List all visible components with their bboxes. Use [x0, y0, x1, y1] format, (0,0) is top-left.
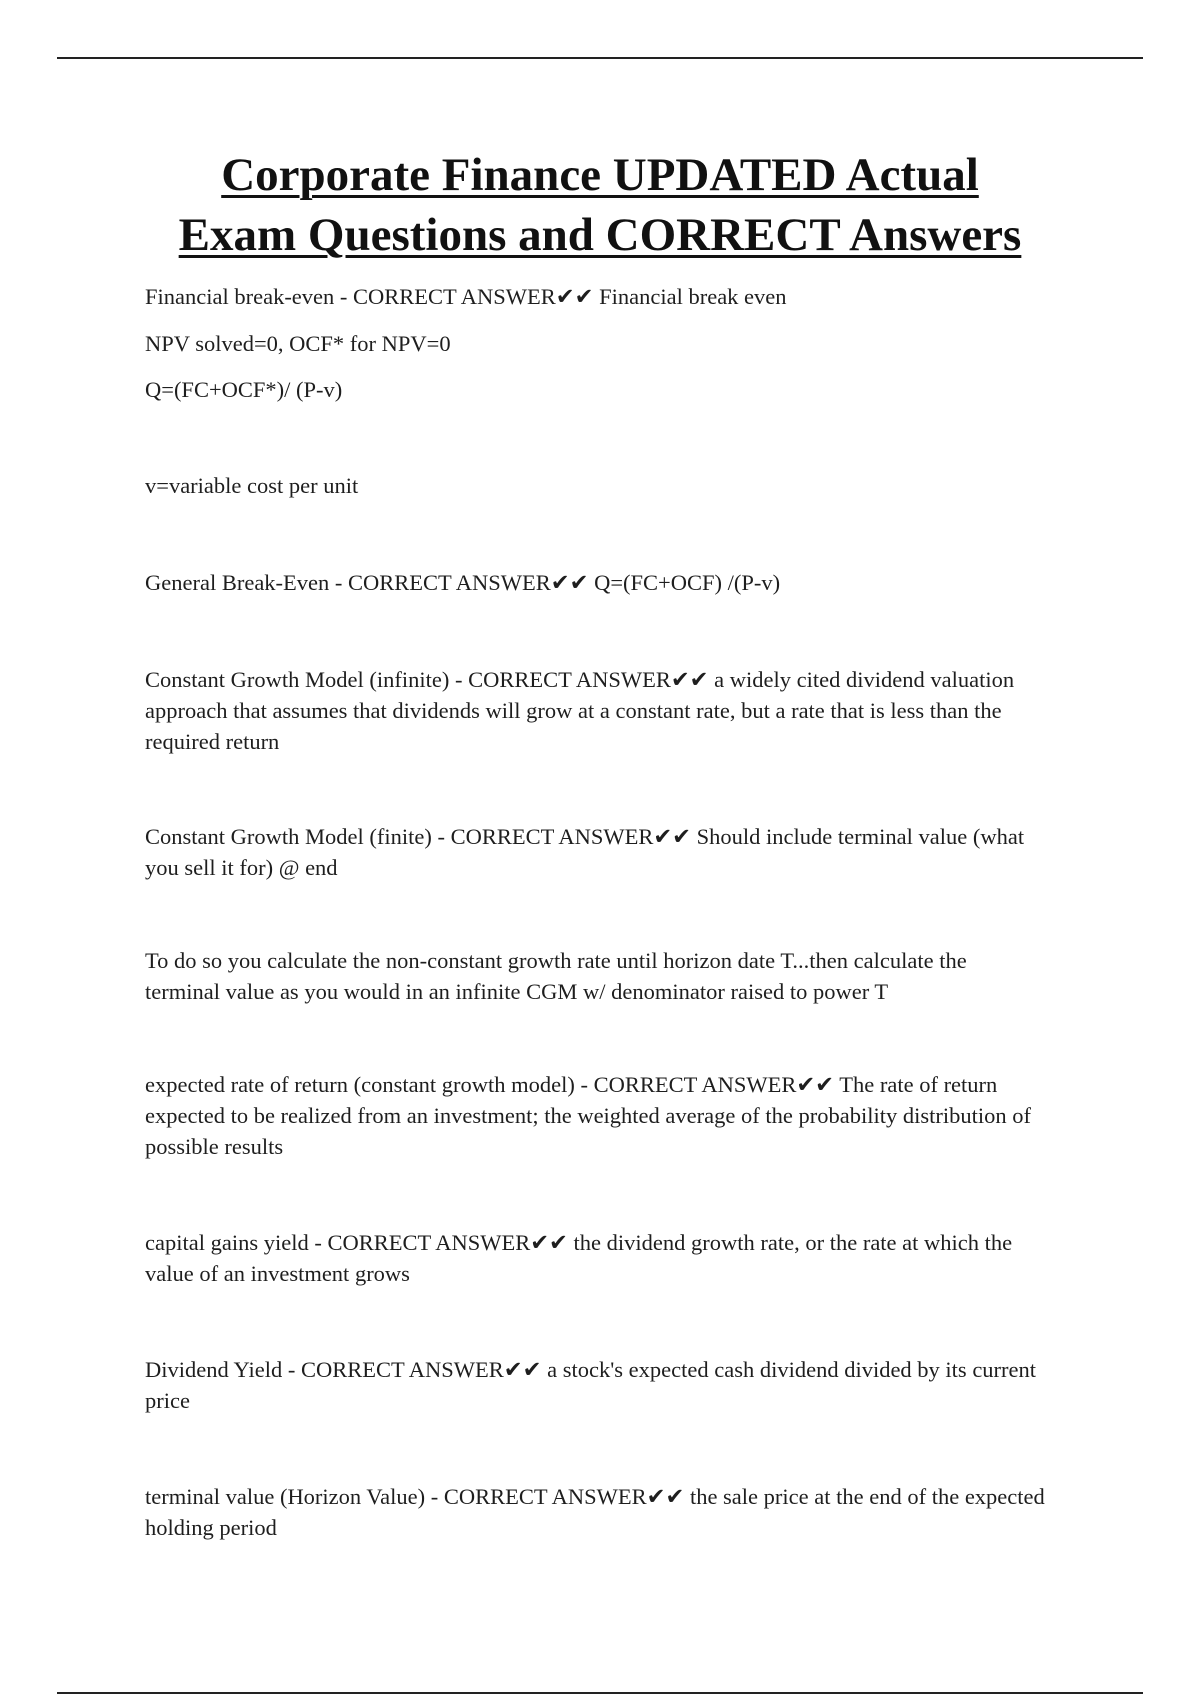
answer-marker: CORRECT ANSWER✔✔ [593, 1072, 835, 1097]
answer-marker: CORRECT ANSWER✔✔ [468, 667, 709, 692]
answer-marker: CORRECT ANSWER✔✔ [443, 1484, 685, 1509]
entry-text: v=variable cost per unit [145, 473, 359, 498]
entry-expected-rate-of-return [145, 1069, 1045, 1162]
entry-cgm-finite [145, 821, 1045, 883]
title-line-1: Corporate Finance UPDATED Actual [221, 149, 979, 201]
entry-text: a stock's expected cash dividend divided by its current price [145, 1357, 1037, 1413]
answer-marker: CORRECT ANSWER✔✔ [301, 1357, 542, 1382]
entry-text: NPV solved=0, OCF* for NPV=0 [145, 331, 451, 356]
entry-term: Financial break-even - [145, 284, 354, 309]
entry-npv-line [145, 328, 1045, 359]
entry-financial-break-even [145, 281, 1045, 312]
entry-text: The rate of return expected to be realized from an investment; the weighted average of the probability distribution of possible results [145, 1072, 1031, 1159]
entry-term: Dividend Yield - [145, 1357, 302, 1382]
entry-text: To do so you calculate the non-constant growth rate until horizon date T...then calculate the terminal value as you would in an infinite CGM w/ denominator raised to power T [145, 948, 967, 1004]
entry-term: Constant Growth Model (infinite) - [145, 667, 469, 692]
entry-non-constant-growth [145, 945, 1045, 1007]
entry-text: the dividend growth rate, or the rate at which the value of an investment grows [145, 1230, 1013, 1286]
entry-general-break-even [145, 567, 1045, 598]
entry-terminal-value [145, 1481, 1045, 1543]
entry-text: Q=(FC+OCF) /(P-v) [588, 570, 781, 595]
entry-term: capital gains yield - [145, 1230, 328, 1255]
entry-term: terminal value (Horizon Value) - [145, 1484, 444, 1509]
top-rule [57, 57, 1143, 59]
answer-marker: CORRECT ANSWER✔✔ [450, 824, 692, 849]
entry-term: Constant Growth Model (finite) - [145, 824, 451, 849]
entry-q-formula [145, 374, 1045, 405]
entry-capital-gains-yield [145, 1227, 1045, 1289]
entry-text: Q=(FC+OCF*)/ (P-v) [145, 377, 343, 402]
entry-term: expected rate of return (constant growth model) - [145, 1072, 594, 1097]
entry-text: the sale price at the end of the expected holding period [145, 1484, 1045, 1540]
entry-term: General Break-Even - [145, 570, 349, 595]
entry-text: Should include terminal value (what you sell it for) @ end [145, 824, 1025, 880]
document-title [100, 145, 1100, 265]
answer-marker: CORRECT ANSWER✔✔ [327, 1230, 568, 1255]
entry-cgm-infinite [145, 664, 1045, 757]
bottom-rule [57, 1692, 1143, 1694]
entry-dividend-yield [145, 1354, 1045, 1416]
answer-marker: CORRECT ANSWER✔✔ [353, 284, 594, 309]
answer-marker: CORRECT ANSWER✔✔ [348, 570, 589, 595]
title-line-2: Exam Questions and CORRECT Answers [178, 209, 1022, 261]
entry-text: Financial break even [593, 284, 787, 309]
entry-text: a widely cited dividend valuation approach that assumes that dividends will grow at a constant rate, but a rate that is less than the required return [145, 667, 1015, 754]
entry-variable-cost [145, 470, 1045, 501]
